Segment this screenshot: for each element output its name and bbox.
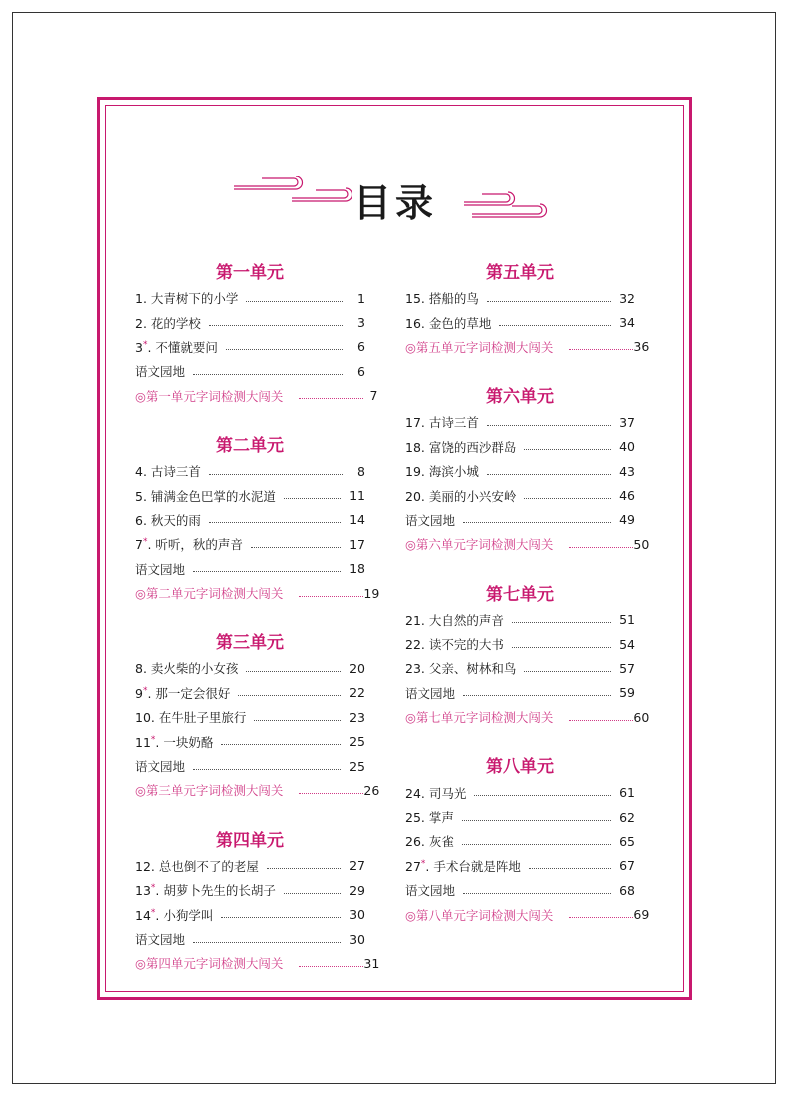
- page-number: 20: [349, 660, 365, 676]
- toc-column-right: [405, 260, 650, 927]
- dot-leader: [254, 720, 341, 721]
- entry-label: 23. 父亲、树林和鸟: [405, 661, 517, 677]
- toc-entry[interactable]: [405, 410, 635, 434]
- toc-entry[interactable]: [135, 459, 365, 483]
- page-number: 40: [619, 439, 635, 455]
- toc-entry[interactable]: [135, 557, 365, 581]
- unit-title: 第四单元: [216, 830, 284, 851]
- page-number: 57: [619, 660, 635, 676]
- page-number: 69: [633, 907, 650, 923]
- entry-label: 27*. 手术台就是阵地: [405, 858, 521, 874]
- unit-title: 第七单元: [486, 584, 554, 605]
- toc-entry[interactable]: [135, 705, 365, 729]
- entry-label: ◎第六单元字词检测大闯关: [405, 537, 554, 553]
- entry-label: 26. 灰雀: [405, 834, 454, 850]
- unit-gap: [405, 359, 635, 384]
- page-number: 65: [619, 833, 635, 849]
- toc-test-entry[interactable]: [135, 581, 380, 605]
- page-number: 67: [619, 858, 635, 874]
- page-number: 30: [349, 907, 365, 923]
- dot-leader: [221, 744, 341, 745]
- entry-label: 12. 总也倒不了的老屋: [135, 858, 259, 874]
- dot-leader: [209, 474, 343, 475]
- entry-label: 语文园地: [405, 685, 456, 701]
- toc-entry[interactable]: [135, 335, 365, 359]
- unit-title: 第一单元: [216, 263, 284, 283]
- dot-leader: [524, 449, 611, 450]
- dot-leader: [569, 547, 633, 548]
- dot-leader: [299, 966, 363, 967]
- toc-test-entry[interactable]: [135, 951, 380, 975]
- toc-test-entry[interactable]: [135, 384, 378, 408]
- entry-label: ◎第一单元字词检测大闯关: [135, 388, 284, 404]
- entry-label: 13*. 胡萝卜先生的长胡子: [135, 883, 276, 899]
- toc-entry[interactable]: [405, 286, 635, 310]
- page-number: 59: [619, 685, 635, 701]
- dot-leader: [193, 571, 341, 572]
- page-number: 34: [619, 315, 635, 331]
- toc-entry[interactable]: [405, 878, 635, 902]
- toc-entry[interactable]: [405, 632, 635, 656]
- entry-label: 21. 大自然的声音: [405, 612, 504, 628]
- entry-label: 8. 卖火柴的小女孩: [135, 661, 239, 677]
- page-number: 25: [349, 758, 365, 774]
- page-number: 3: [357, 315, 365, 331]
- toc-entry[interactable]: [135, 286, 365, 310]
- page-number: 11: [349, 488, 365, 504]
- unit-title: 第二单元: [216, 435, 284, 456]
- page-number: 8: [357, 463, 365, 479]
- dot-leader: [299, 596, 363, 597]
- dot-leader: [284, 498, 341, 499]
- entry-label: ◎第七单元字词检测大闯关: [405, 710, 554, 726]
- unit-gap: [135, 605, 365, 630]
- page-number: 22: [349, 685, 365, 701]
- dot-leader: [524, 498, 611, 499]
- page-number: 26: [363, 782, 380, 798]
- page-number: 37: [619, 414, 635, 430]
- entry-label: 3*. 不懂就要问: [135, 339, 218, 355]
- entry-label: ◎第四单元字词检测大闯关: [135, 956, 284, 972]
- dot-leader: [193, 942, 341, 943]
- dot-leader: [487, 474, 611, 475]
- toc-test-entry[interactable]: [405, 335, 650, 359]
- entry-label: ◎第五单元字词检测大闯关: [405, 339, 554, 355]
- dot-leader: [529, 868, 611, 869]
- page-number: 27: [349, 858, 365, 874]
- toc-entry[interactable]: [405, 508, 635, 532]
- entry-label: ◎第三单元字词检测大闯关: [135, 783, 284, 799]
- toc-entry[interactable]: [135, 927, 365, 951]
- unit-title: 第五单元: [486, 263, 554, 283]
- entry-label: 2. 花的学校: [135, 315, 201, 331]
- page-number: 43: [619, 463, 635, 479]
- toc-entry[interactable]: [135, 310, 365, 334]
- toc-entry[interactable]: [135, 754, 365, 778]
- dot-leader: [463, 893, 611, 894]
- entry-label: 18. 富饶的西沙群岛: [405, 439, 517, 455]
- toc-entry[interactable]: [135, 681, 365, 705]
- entry-label: 语文园地: [405, 512, 456, 528]
- dot-leader: [512, 647, 611, 648]
- toc-entry[interactable]: [405, 854, 635, 878]
- toc-entry[interactable]: [405, 681, 635, 705]
- entry-label: 1. 大青树下的小学: [135, 291, 239, 307]
- page-number: 36: [633, 339, 650, 355]
- page-number: 1: [357, 290, 365, 306]
- page-number: 7: [369, 388, 378, 404]
- unit-title: 第三单元: [216, 633, 284, 654]
- toc-test-entry[interactable]: [405, 902, 650, 926]
- entry-label: 25. 掌声: [405, 810, 454, 826]
- dot-leader: [267, 868, 341, 869]
- entry-label: 24. 司马光: [405, 785, 467, 801]
- entry-label: 19. 海滨小城: [405, 464, 479, 480]
- page-number: 19: [363, 585, 380, 601]
- page-number: 60: [633, 709, 650, 725]
- entry-label: 14*. 小狗学叫: [135, 907, 214, 923]
- entry-label: 22. 读不完的大书: [405, 637, 504, 653]
- dot-leader: [246, 301, 343, 302]
- entry-label: ◎第八单元字词检测大闯关: [405, 907, 554, 923]
- toc-test-entry[interactable]: [135, 778, 380, 802]
- dot-leader: [569, 349, 633, 350]
- toc-entry[interactable]: [135, 532, 365, 556]
- page-number: 25: [349, 734, 365, 750]
- toc-entry[interactable]: [135, 854, 365, 878]
- page-number: 54: [619, 636, 635, 652]
- dot-leader: [246, 671, 341, 672]
- dot-leader: [193, 769, 341, 770]
- page-number: 6: [357, 363, 365, 379]
- toc-column-left: [135, 260, 380, 976]
- unit-gap: [135, 408, 365, 433]
- dot-leader: [524, 671, 611, 672]
- dot-leader: [474, 795, 611, 796]
- toc-entry[interactable]: [405, 780, 635, 804]
- toc-entry[interactable]: [405, 805, 635, 829]
- page-number: 62: [619, 809, 635, 825]
- dot-leader: [499, 325, 611, 326]
- dot-leader: [209, 325, 343, 326]
- dot-leader: [463, 695, 611, 696]
- page-number: 68: [619, 882, 635, 898]
- dot-leader: [209, 522, 341, 523]
- page-number: 23: [349, 709, 365, 725]
- dot-leader: [569, 917, 633, 918]
- unit-gap: [135, 803, 365, 828]
- page-number: 30: [349, 931, 365, 947]
- entry-label: 语文园地: [135, 364, 186, 380]
- page-number: 50: [633, 536, 650, 552]
- page-number: 17: [349, 536, 365, 552]
- toc-entry[interactable]: [405, 608, 635, 632]
- entry-label: 20. 美丽的小兴安岭: [405, 488, 517, 504]
- entry-label: 16. 金色的草地: [405, 315, 492, 331]
- toc-entry[interactable]: [135, 508, 365, 532]
- toc-entry[interactable]: [405, 435, 635, 459]
- entry-label: 4. 古诗三首: [135, 464, 201, 480]
- page-number: 6: [357, 339, 365, 355]
- page-number: 46: [619, 488, 635, 504]
- unit-gap: [405, 557, 635, 582]
- unit-gap: [405, 729, 635, 754]
- toc-entry[interactable]: [135, 359, 365, 383]
- dot-leader: [299, 398, 363, 399]
- page-number: 51: [619, 612, 635, 628]
- unit-title: 第八单元: [486, 757, 554, 778]
- toc-entry[interactable]: [405, 656, 635, 680]
- entry-label: 6. 秋天的雨: [135, 512, 201, 528]
- entry-label: 语文园地: [135, 759, 186, 775]
- page-title: 目录: [352, 180, 437, 225]
- entry-label: 语文园地: [135, 561, 186, 577]
- page-number: 31: [363, 955, 380, 971]
- page-number: 14: [349, 512, 365, 528]
- toc-entry[interactable]: [405, 310, 635, 334]
- entry-label: 语文园地: [135, 932, 186, 947]
- dot-leader: [238, 695, 341, 696]
- dot-leader: [251, 547, 341, 548]
- entry-label: 10. 在牛肚子里旅行: [135, 710, 247, 726]
- dot-leader: [463, 522, 611, 523]
- entry-label: 11*. 一块奶酪: [135, 734, 214, 750]
- page-number: 29: [349, 882, 365, 898]
- entry-label: 17. 古诗三首: [405, 415, 479, 431]
- page-number: 61: [619, 785, 635, 801]
- toc-test-entry[interactable]: [405, 705, 650, 729]
- toc-entry[interactable]: [405, 483, 635, 507]
- dot-leader: [462, 844, 611, 845]
- page-number: 18: [349, 561, 365, 577]
- entry-label: 7*. 听听，秋的声音: [135, 537, 243, 553]
- entry-label: 15. 搭船的鸟: [405, 291, 479, 307]
- entry-label: 9*. 那一定会很好: [135, 685, 231, 701]
- unit-title: 第六单元: [486, 387, 554, 408]
- entry-label: 语文园地: [405, 883, 456, 899]
- toc-entry[interactable]: [135, 483, 365, 507]
- toc-entry[interactable]: [135, 902, 365, 926]
- toc-entry[interactable]: [135, 878, 365, 902]
- dot-leader: [299, 793, 363, 794]
- dot-leader: [487, 425, 611, 426]
- entry-label: ◎第二单元字词检测大闯关: [135, 586, 284, 602]
- dot-leader: [569, 720, 633, 721]
- dot-leader: [512, 622, 611, 623]
- dot-leader: [487, 301, 611, 302]
- dot-leader: [284, 893, 341, 894]
- toc-entry[interactable]: [135, 656, 365, 680]
- toc-test-entry[interactable]: [405, 532, 650, 556]
- entry-label: 5. 铺满金色巴掌的水泥道: [135, 488, 276, 504]
- toc-entry[interactable]: [135, 729, 365, 753]
- dot-leader: [221, 917, 341, 918]
- toc-entry[interactable]: [405, 459, 635, 483]
- dot-leader: [226, 349, 343, 350]
- page-number: 32: [619, 290, 635, 306]
- dot-leader: [193, 374, 343, 375]
- dot-leader: [462, 820, 611, 821]
- page-number: 49: [619, 512, 635, 528]
- toc-entry[interactable]: [405, 829, 635, 853]
